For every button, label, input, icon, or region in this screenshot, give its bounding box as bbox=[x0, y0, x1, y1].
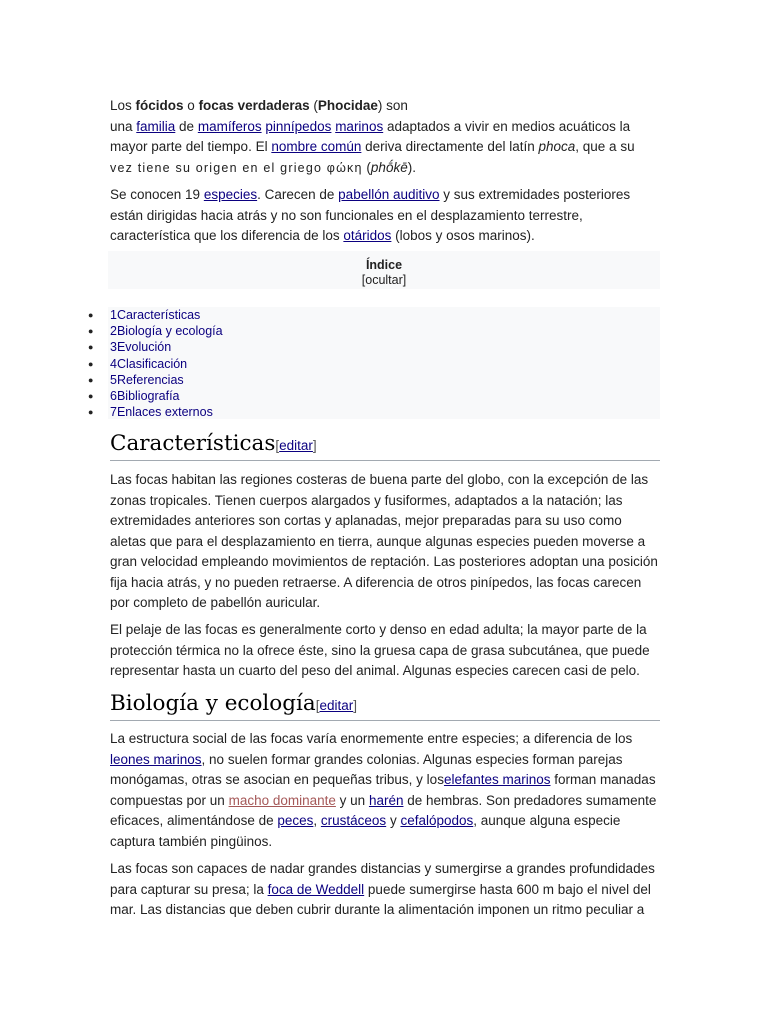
link-peces[interactable]: peces bbox=[277, 813, 314, 828]
link-familia[interactable]: familia bbox=[136, 118, 176, 134]
toc-item-number: 5 bbox=[110, 372, 117, 387]
toc-item-referencias[interactable] bbox=[88, 372, 660, 388]
toc-item-label: Referencias bbox=[116, 372, 184, 387]
toc-hide-toggle[interactable]: [ocultar] bbox=[361, 273, 407, 287]
toc-item-label: Características bbox=[116, 308, 201, 322]
bullet-icon: ● bbox=[88, 310, 94, 320]
toc-item-biologia[interactable] bbox=[88, 323, 660, 339]
link-otaridos[interactable]: otáridos bbox=[343, 228, 392, 243]
text: , no suelen formar grandes colonias. Algunas especies forman parejas monógamas, otras se asocian en pequeñas tribus, y los bbox=[110, 751, 623, 787]
toc-item-label: Evolución bbox=[116, 340, 172, 355]
text: ). bbox=[407, 159, 416, 175]
toc-item-label: Enlaces externos bbox=[116, 405, 213, 420]
link-nombre-comun[interactable]: nombre común bbox=[271, 139, 362, 154]
link-cefalopodos[interactable]: cefalópodos bbox=[400, 813, 474, 828]
text: (lobos y osos marinos). bbox=[391, 228, 535, 243]
toc-item-clasificacion[interactable] bbox=[88, 356, 660, 372]
toc-item-number: 3 bbox=[110, 340, 117, 355]
link-pinnipedos[interactable]: pinnípedos bbox=[265, 118, 332, 134]
section-heading-caracteristicas bbox=[110, 430, 660, 461]
heading-text: Características bbox=[110, 431, 276, 456]
link-macho-dominante[interactable]: macho dominante bbox=[228, 792, 336, 808]
text: La estructura social de las focas varía enormemente entre especies; a diferencia de los bbox=[110, 731, 633, 746]
section-heading-biologia bbox=[110, 690, 660, 721]
text: , aunque alguna especie captura también pingüinos. bbox=[110, 813, 621, 849]
toc-header bbox=[108, 251, 660, 289]
toc-title: Índice bbox=[365, 258, 403, 272]
bullet-icon: ● bbox=[88, 374, 94, 385]
bold-term-phocidae: Phocidae bbox=[317, 98, 378, 113]
link-haren[interactable]: harén bbox=[368, 792, 404, 808]
text: y bbox=[386, 813, 401, 828]
text: de bbox=[175, 118, 198, 134]
text: puede sumergirse hasta 600 m bajo el nivel del mar. Las distancias que deben cubrir durante la alimentación imponen un ritmo peculiar a bbox=[110, 881, 651, 917]
bold-term-focas-verdaderas: focas verdaderas bbox=[198, 98, 310, 113]
text: , que a su bbox=[575, 139, 635, 154]
toc-list bbox=[88, 307, 660, 420]
toc-item-number: 2 bbox=[110, 324, 117, 339]
text: de hembras. Son predadores sumamente eficaces, alimentándose de bbox=[110, 792, 657, 828]
bullet-icon: ● bbox=[88, 342, 94, 353]
toc-item-label: Bibliografía bbox=[116, 388, 180, 403]
toc-item-caracteristicas[interactable] bbox=[88, 307, 660, 323]
toc-item-label: Clasificación bbox=[116, 356, 188, 371]
bracket: [ bbox=[315, 698, 320, 713]
link-especies[interactable]: especies bbox=[203, 187, 258, 202]
text: forman manadas compuestas por un bbox=[110, 772, 656, 808]
intro-paragraph-1 bbox=[110, 96, 660, 178]
toc-item-label: Biología y ecología bbox=[116, 324, 223, 339]
toc-item-number: 1 bbox=[110, 308, 117, 322]
toc-item-bibliografia[interactable] bbox=[88, 388, 660, 404]
bold-term-focidos: fócidos bbox=[135, 98, 184, 113]
link-elefantes-marinos[interactable]: elefantes marinos bbox=[443, 772, 551, 787]
bracket: [ bbox=[275, 438, 280, 453]
italic-phoke: phṓkē bbox=[370, 159, 408, 175]
text: adaptados a vivir en medios acuáticos la mayor parte del tiempo. El bbox=[110, 118, 631, 154]
link-marinos[interactable]: marinos bbox=[335, 118, 384, 134]
bracket: ] bbox=[312, 438, 317, 453]
bullet-icon: ● bbox=[88, 358, 94, 369]
text: y sus extremidades posteriores están dirigidas hacia atrás y no son funcionales en el desplazamiento terrestre, característica que los diferencia de los bbox=[110, 187, 631, 243]
heading-text: Biología y ecología bbox=[110, 691, 316, 716]
link-pabellon-auditivo[interactable]: pabellón auditivo bbox=[338, 187, 440, 202]
text: o bbox=[183, 98, 199, 113]
link-crustaceos[interactable]: crustáceos bbox=[320, 813, 387, 828]
text: una bbox=[110, 118, 137, 134]
edit-section-link[interactable]: editar bbox=[319, 698, 354, 713]
edit-section-link[interactable]: editar bbox=[279, 438, 313, 453]
link-leones-marinos[interactable]: leones marinos bbox=[110, 751, 202, 767]
text: , bbox=[313, 813, 321, 828]
toc-item-number: 4 bbox=[110, 356, 117, 371]
text: . Carecen de bbox=[257, 187, 339, 202]
text: Los bbox=[110, 98, 136, 113]
toc-item-enlaces[interactable] bbox=[88, 404, 660, 420]
text: ) son bbox=[377, 98, 408, 113]
link-foca-de-weddell[interactable]: foca de Weddell bbox=[267, 881, 365, 897]
toc-item-number: 6 bbox=[110, 388, 117, 403]
text: ( bbox=[309, 98, 318, 113]
biologia-paragraph-1 bbox=[110, 729, 660, 852]
text: ( bbox=[362, 159, 371, 175]
toc-item-number: 7 bbox=[110, 405, 117, 420]
link-mamiferos[interactable]: mamíferos bbox=[197, 118, 262, 134]
text-greek-origin: vez tiene su origen en el griego φώκη bbox=[110, 160, 363, 175]
bullet-icon: ● bbox=[88, 326, 94, 337]
caracteristicas-paragraph-1: Las focas habitan las regiones costeras de buena parte del globo, con la excepción de las zonas tropicales. Tienen cuerpos alargados y fusiformes, adaptados a la natación; las extremidades anteriores son cortas y aplanadas, mejor preparadas para su uso como aletas que para el desplazamiento en tierra, aunque algunas especies pueden moverse a gran velocidad empleando movimientos de reptación. Las posteriores adoptan una posición fija hacia atrás, y no pueden retraerse. A diferencia de otros pinípedos, las focas carecen por completo de pabellón auricular. bbox=[110, 472, 658, 610]
edit-section-wrapper bbox=[275, 438, 316, 453]
text: y un bbox=[335, 792, 369, 808]
edit-section-wrapper bbox=[316, 698, 357, 713]
italic-phoca: phoca bbox=[538, 139, 576, 154]
text: Se conocen 19 bbox=[110, 187, 204, 202]
bullet-icon: ● bbox=[88, 407, 94, 418]
biologia-paragraph-2 bbox=[110, 859, 660, 921]
toc-item-evolucion[interactable] bbox=[88, 339, 660, 355]
text: Las focas son capaces de nadar grandes distancias y sumergirse a grandes profundidades para capturar su presa; la bbox=[110, 861, 655, 897]
bracket: ] bbox=[353, 698, 358, 713]
intro-paragraph-2 bbox=[110, 185, 660, 247]
text: deriva directamente del latín bbox=[361, 139, 539, 154]
caracteristicas-paragraph-2: El pelaje de las focas es generalmente corto y denso en edad adulta; la mayor parte de la protección térmica no la ofrece éste, sino la gruesa capa de grasa subcutánea, que puede representar hasta un cuarto del peso del animal. Algunas especies carecen casi de pelo. bbox=[110, 622, 650, 678]
bullet-icon: ● bbox=[88, 390, 94, 401]
